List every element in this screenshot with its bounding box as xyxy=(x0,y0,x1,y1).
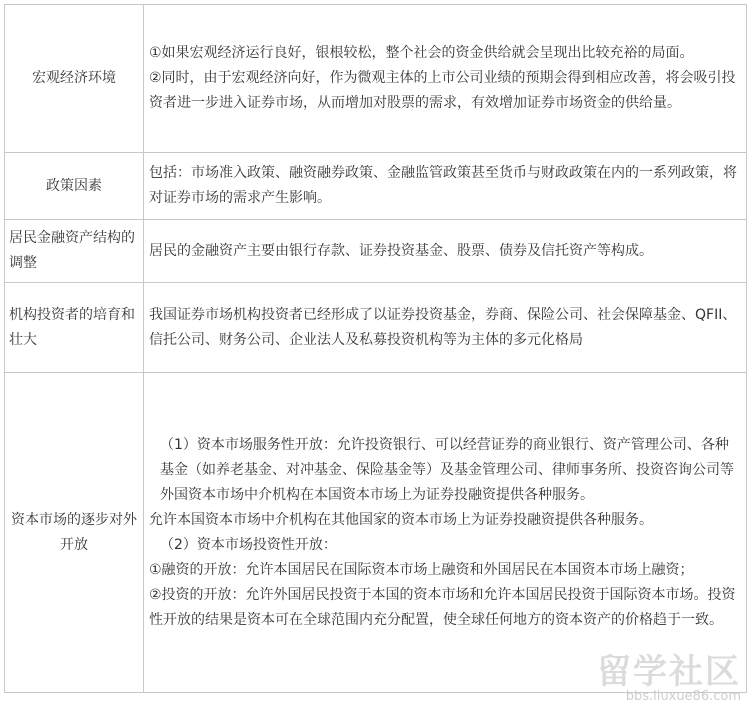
paragraph: ②投资的开放：允许外国居民投资于本国的资本市场和允许本国居民投资于国际资本市场。投资性开放的结果是资本可在全球范围内充分配置，使全球任何地方的资本资产的价格趋于一致。 xyxy=(149,586,736,628)
row-label-policy: 政策因素 xyxy=(5,153,144,220)
content-table xyxy=(4,4,747,693)
row-content-market-opening xyxy=(144,373,747,693)
row-label-household-assets: 居民金融资产结构的调整 xyxy=(5,220,144,283)
table-row xyxy=(5,283,747,373)
row-content-household-assets xyxy=(144,220,747,283)
paragraph: 包括：市场准入政策、融资融券政策、金融监管政策甚至货币与财政政策在内的一系列政策，将对证券市场的需求产生影响。 xyxy=(149,165,737,206)
row-content-policy xyxy=(144,153,747,220)
paragraph: ①融资的开放：允许本国居民在国际资本市场上融资和外国居民在本国资本市场上融资； xyxy=(149,561,694,578)
table-row xyxy=(5,153,747,220)
paragraph: 居民的金融资产主要由银行存款、证券投资基金、股票、债券及信托资产等构成。 xyxy=(149,242,653,259)
paragraph: 允许本国资本市场中介机构在其他国家的资本市场上为证券投融资提供各种服务。 xyxy=(149,511,653,528)
watermark-brand: 留学社区 xyxy=(597,652,741,692)
paragraph: ①如果宏观经济运行良好，银根较松，整个社会的资金供给就会呈现出比较充裕的局面。 xyxy=(149,45,694,61)
row-label-institutional-investors: 机构投资者的培育和壮大 xyxy=(5,283,144,373)
row-label-market-opening: 资本市场的逐步对外开放 xyxy=(5,373,144,693)
table-row xyxy=(5,5,747,153)
table-row xyxy=(5,220,747,283)
row-label-macro-economy: 宏观经济环境 xyxy=(5,5,144,153)
table-row xyxy=(5,373,747,693)
row-content-institutional-investors xyxy=(144,283,747,373)
watermark-url: bbs.liuxue86.com xyxy=(625,689,741,704)
row-content-macro-economy xyxy=(144,5,747,153)
paragraph: 我国证券市场机构投资者已经形成了以证券投资基金，券商、保险公司、社会保障基金、QFII、信托公司、财务公司、企业法人及私募投资机构等为主体的多元化格局 xyxy=(149,306,737,348)
paragraph: ②同时，由于宏观经济向好，作为微观主体的上市公司业绩的预期会得到相应改善，将会吸引投资者进一步进入证券市场，从而增加对股票的需求，有效增加证券市场资金的供给量。 xyxy=(149,70,736,111)
paragraph: （2）资本市场投资性开放： xyxy=(160,536,337,553)
paragraph: （1）资本市场服务性开放：允许投资银行、可以经营证券的商业银行、资产管理公司、各种基金（如养老基金、对冲基金、保险基金等）及基金管理公司、律师事务所、投资咨询公司等外国资本市场中介机构在本国资本市场上为证券投融资提供各种服务。 xyxy=(160,436,734,503)
